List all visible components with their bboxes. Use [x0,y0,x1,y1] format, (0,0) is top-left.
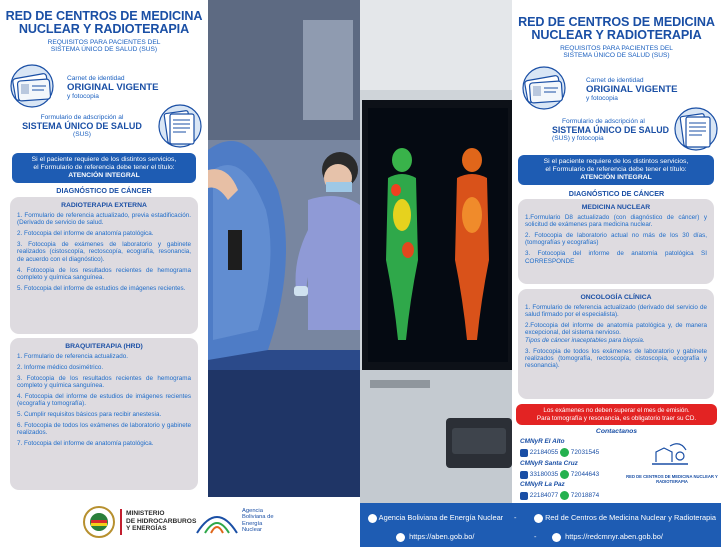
braqui-item: 3. Fotocopia de los resultados recientes de hemograma completo y química sanguínea. [17,374,191,390]
aben-line2: Boliviana de [242,514,274,521]
web-link-2[interactable] [552,532,663,542]
nuclear-item: 1.Formulario D8 actualizado (con diagnóstico de cáncer) y solicitud de exámenes para medicina nuclear. [525,214,707,229]
radio-item: 4. Fotocopia de los resultados recientes de hemograma completo y química sanguínea. [17,266,191,281]
left-title-line1: RED DE CENTROS DE MEDICINA [5,9,203,23]
contact-mobile[interactable]: 72018874 [570,492,600,500]
req1-small2: y fotocopia [67,93,99,100]
scan-monitor-illustration [360,0,512,503]
contact-phone[interactable]: 33180035 [529,471,559,479]
whatsapp-icon [560,470,569,479]
form-document-icon [670,107,720,151]
phone-icon [520,492,528,500]
footer-separator: - [514,513,517,522]
facebook-icon [368,514,377,523]
facebook-link-2-label: Red de Centros de Medicina Nuclear y Radioterapia [545,513,716,522]
req1-big-right: ORIGINAL VIGENTE [586,84,678,95]
whatsapp-icon [560,491,569,500]
facebook-link-2[interactable] [534,513,716,523]
right-notice-bold: ATENCIÓN INTEGRAL [580,174,652,181]
aben-line4: Nuclear [242,527,262,534]
contact-numbers [520,470,599,479]
phone-icon [520,471,528,479]
warning-line2: Para tomografía y resonancia, es obligatorio traer su CD. [536,414,697,422]
right-subtitle [512,45,721,60]
oncologia-box [518,289,714,399]
footer-separator: - [534,532,537,541]
oncologia-head: ONCOLOGÍA CLÍNICA [580,294,652,301]
req2-big: SISTEMA ÚNICO DE SALUD [22,121,142,131]
left-diag-title: DIAGNÓSTICO DE CÁNCER [56,186,152,195]
network-logo-text: RED DE CENTROS DE MEDICINA NUCLEAR Y RADIOTERAPIA [626,474,718,484]
id-card-icon [520,66,576,110]
network-logo-icon [650,440,690,470]
ministry-divider [120,509,122,535]
braqui-item: 2. Informe médico dosimétrico. [17,363,104,371]
phone-icon [520,449,528,457]
photo-scan-monitor [360,0,512,503]
globe-icon [396,533,405,542]
medicina-nuclear-head: MEDICINA NUCLEAR [581,204,651,211]
aben-line1: Agencia [242,508,263,514]
web-link-1[interactable] [396,532,474,542]
right-panel [512,0,721,503]
contact-numbers [520,448,599,457]
left-notice-line2: el Formulario de referencia debe tener el título: [33,164,175,171]
left-subtitle [0,39,208,54]
contact-phone[interactable]: 22184077 [529,492,559,500]
whatsapp-icon [560,448,569,457]
req-sus-form [12,114,152,138]
req1-small-right: Carnet de identidad [586,77,644,84]
ministry-logo-text [126,510,196,533]
aben-line3: Energía [242,520,263,527]
web-link-2-label: https://redcmnyr.aben.gob.bo/ [565,532,663,541]
req2-small-right: Formulario de adscripción al [562,118,645,125]
req1-small: Carnet de identidad [67,75,125,82]
req1-small2-right: y fotocopia [586,95,618,102]
form-document-icon [154,104,204,148]
contact-name: CMNyR El Alto [520,438,565,445]
id-card-icon [8,64,64,108]
left-notice-bold: ATENCIÓN INTEGRAL [68,172,140,179]
aben-logo-text [242,508,274,534]
right-notice-line1: Si el paciente requiere de los distintos servicios, [543,158,689,165]
braquiterapia-box [10,338,198,490]
req2-small2: (SUS) [73,131,91,138]
braqui-item: 6. Fotocopia de todos los exámenes de laboratorio y gabinete realizados. [17,422,191,437]
right-notice-box [518,155,714,185]
left-notice-box [12,153,196,183]
req2-big-right: SISTEMA ÚNICO DE SALUD [552,125,669,135]
left-title [0,10,208,36]
warning-line1: Los exámenes no deben superar el mes de emisión. [543,407,690,414]
ministry-line3: Y ENERGÍAS [126,525,167,533]
contact-phone[interactable]: 22184055 [529,449,559,457]
braquiterapia-head: BRAQUITERAPIA (HRD) [65,343,143,350]
left-notice-line1: Si el paciente requiere de los distintos servicios, [31,156,177,163]
aben-logo-icon [195,509,239,537]
right-title [512,16,721,42]
nuclear-item: 3. Fotocopia del informe de anatomía patológica SI CORRESPONDE [525,250,707,265]
contact-mobile[interactable]: 72031545 [570,449,600,457]
right-title-line2: NUCLEAR Y RADIOTERAPIA [531,28,702,42]
onco-item: 1. Formulario de referencia actualizado (derivado del servicio de salud firmado por el especialista). [525,304,707,319]
medicina-nuclear-box [518,199,714,284]
right-title-line1: RED DE CENTROS DE MEDICINA [518,15,715,29]
radio-item: 1. Formulario de referencia actualizado, previa estadificación. (Derivado de servicio de salud. [17,212,191,227]
req-sus-form-right [552,118,672,142]
facebook-icon [534,514,543,523]
radioterapia-box [10,197,198,334]
onco-item: 3. Fotocopia de todos los exámenes de laboratorio y gabinete realizados (tomografía, rectoscopía, cistoscopía, ecografía y resonancia). [525,347,707,370]
patient-nurse-illustration [208,0,360,497]
braqui-item: 5. Cumplir requisitos básicos para recibir anestesia. [17,411,162,419]
braqui-item: 7. Fotocopia del informe de anatomía patológica. [17,440,154,448]
left-title-line2: NUCLEAR Y RADIOTERAPIA [18,22,190,36]
facebook-link-1-label: Agencia Boliviana de Energía Nuclear [378,513,504,522]
req1-big: ORIGINAL VIGENTE [67,82,159,93]
req-id-card-right [586,77,716,102]
contact-name: CMNyR La Paz [520,481,565,488]
footer-bar [360,503,721,547]
req2-small: Formulario de adscripción al [40,114,124,121]
radioterapia-head: RADIOTERAPIA EXTERNA [61,202,147,209]
contact-numbers [520,491,599,500]
web-link-1-label: https://aben.gob.bo/ [409,532,475,541]
req2-small2-right: (SUS) y fotocopia [552,135,604,142]
radio-item: 3. Fotocopia de exámenes de laboratorio y gabinete realizados (cistoscopía, rectoscopía, ecografía, resonancia, de acuerdo con el diagnóstico). [17,241,191,263]
warning-box [516,404,717,425]
radio-item: 5. Fotocopia del informe de estudios de imágenes recientes. [17,284,186,292]
facebook-link-1[interactable] [368,513,503,523]
onco-item: 2.Fotocopia del informe de anatomía patológica y, de manera excepcional, del sistema nervioso. [525,322,707,337]
ministry-line1: MINISTERIO [126,510,165,517]
braqui-item: 4. Fotocopia del informe de estudios de imágenes recientes (ecografía y tomografía). [17,392,191,408]
ministry-line2: DE HIDROCARBUROS [126,517,197,525]
left-subtitle-line2: SISTEMA ÚNICO DE SALUD (SUS) [50,46,158,54]
radio-item: 2. Fotocopia del informe de anatomía patológica. [17,230,154,238]
left-panel [0,0,208,547]
right-subtitle-line2: SISTEMA ÚNICO DE SALUD (SUS) [563,52,670,60]
braqui-item: 1. Formulario de referencia actualizado. [17,353,128,360]
nuclear-item: 2. Fotocopia de laboratorio actual no más de los 30 días, (tomografías y ecografías) [525,232,707,247]
left-subtitle-line1: REQUISITOS PARA PACIENTES DEL [47,39,161,46]
contact-mobile[interactable]: 72044643 [570,471,600,479]
right-diag-title: DIAGNÓSTICO DE CÁNCER [568,189,665,198]
logo-strip [0,497,360,547]
right-subtitle-line1: REQUISITOS PARA PACIENTES DEL [560,45,673,52]
photo-patient-nurse [208,0,360,497]
right-notice-line2: el Formulario de referencia debe tener el título: [545,166,687,173]
bolivia-coat-of-arms-icon [82,505,116,539]
contact-name: CMNyR Santa Cruz [520,460,578,467]
req-id-card [67,75,197,100]
contacts-head: Contactanos [595,428,638,435]
onco-item-italic: Tipos de cáncer inaceptables para biopsia. [525,336,645,344]
globe-icon [552,533,561,542]
